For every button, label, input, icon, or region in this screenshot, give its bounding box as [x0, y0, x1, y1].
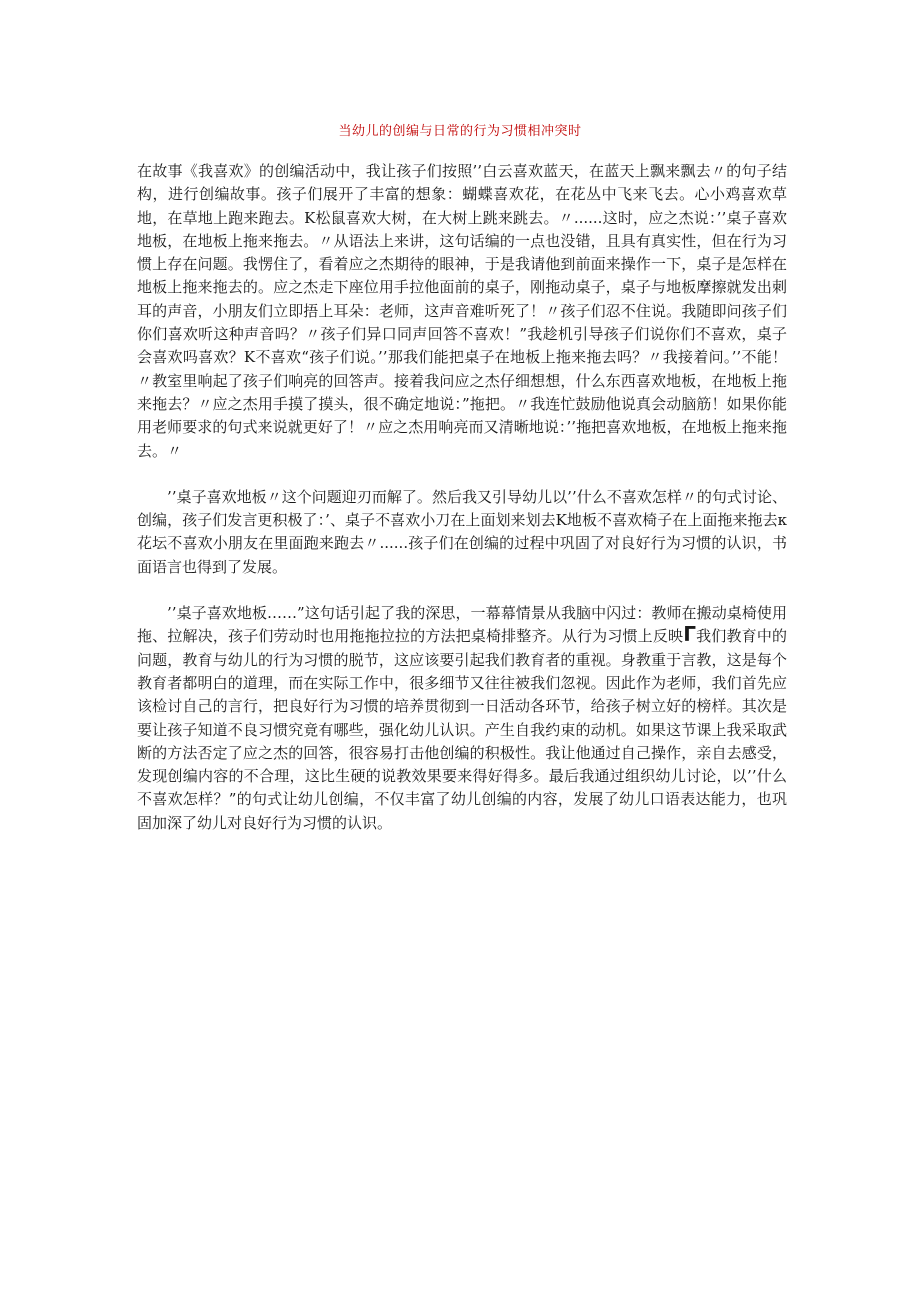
paragraph-3-text-before: ’’桌子喜欢地板……”这句话引起了我的深思，一幕幕情景从我脑中闪过：教师在搬动桌椅使用拖、拉解决，孩子们劳动时也用拖拖拉拉的方法把桌椅排整齐。从行为习惯上反映: [137, 604, 787, 646]
paragraph-3: [137, 602, 787, 835]
paragraph-2: ’’桌子喜欢地板〃这个问题迎刃而解了。然后我又引导幼儿以’’什么不喜欢怎样〃的句式讨论、创编，孩子们发言更积极了：’、桌子不喜欢小刀在上面划来划去K地板不喜欢椅子在上面拖来拖去κ花坛不喜欢小朋友在里面跑来跑去〃......孩子们在创编的过程中巩固了对良好行为习惯的认识，书面语言也得到了发展。: [137, 487, 787, 576]
document-title: 当幼儿的创编与日常的行为习惯相冲突时: [338, 124, 582, 139]
document-body: [137, 160, 787, 858]
paragraph-1: 在故事《我喜欢》的创编活动中，我让孩子们按照’’白云喜欢蓝天，在蓝天上飘来飘去〃的句子结构，进行创编故事。孩子们展开了丰富的想象：蝴蝶喜欢花，在花丛中飞来飞去。心小鸡喜欢草地，在草地上跑来跑去。K松鼠喜欢大树，在大树上跳来跳去。〃......这时，应之杰说：’’桌子喜欢地板，在地板上拖来拖去。〃从语法上来讲，这句话编的一点也没错，且具有真实性，但在行为习惯上存在问题。我愣住了，看着应之杰期待的眼神，于是我请他到前面来操作一下，桌子是怎样在地板上拖来拖去的。应之杰走下座位用手拉他面前的桌子，刚拖动桌子，桌子与地板摩擦就发出刺耳的声音，小朋友们立即捂上耳朵：老师，这声音难听死了！〃孩子们忍不住说。我随即问孩子们你们喜欢听这种声音吗？〃孩子们异口同声回答不喜欢！”我趁机引导孩子们说你们不喜欢，桌子会喜欢吗喜欢？K不喜欢“孩子们说。’’那我们能把桌子在地板上拖来拖去吗？〃我接着问。’’不能！〃教室里响起了孩子们响亮的回答声。接着我问应之杰仔细想想，什么东西喜欢地板，在地板上拖来拖去？〃应之杰用手摸了摸头，很不确定地说：”拖把。〃我连忙鼓励他说真会动脑筋！如果你能用老师要求的句式来说就更好了！〃应之杰用响亮而又清晰地说：’’拖把喜欢地板，在地板上拖来拖去。〃: [137, 162, 787, 460]
paragraph-3-text-after: 我们教育中的问题，教育与幼儿的行为习惯的脱节，这应该要引起我们教育者的重视。身教重于言教，这是每个教育者都明白的道理，而在实际工作中，很多细节又往往被我们忽视。因此作为老师，我们首先应该检讨自己的言行，把良好行为习惯的培养贯彻到一日活动各环节，给孩子树立好的榜样。其次是要让孩子知道不良习惯究竟有哪些，强化幼儿认识。产生自我约束的动机。如果这节课上我采取武断的方法否定了应之杰的回答，很容易打击他创编的积极性。我让他通过自己操作，亲自去感受，发现创编内容的不合理，这比生硬的说教效果要来得好得多。最后我通过组织幼儿讨论，以’’什么不喜欢怎样？”的句式让幼儿创编，不仅丰富了幼儿创编的内容，发展了幼儿口语表达能力，也巩固加深了幼儿对良好行为习惯的认识。: [137, 627, 787, 832]
paragraph-3-glyph: Γ: [683, 622, 696, 647]
